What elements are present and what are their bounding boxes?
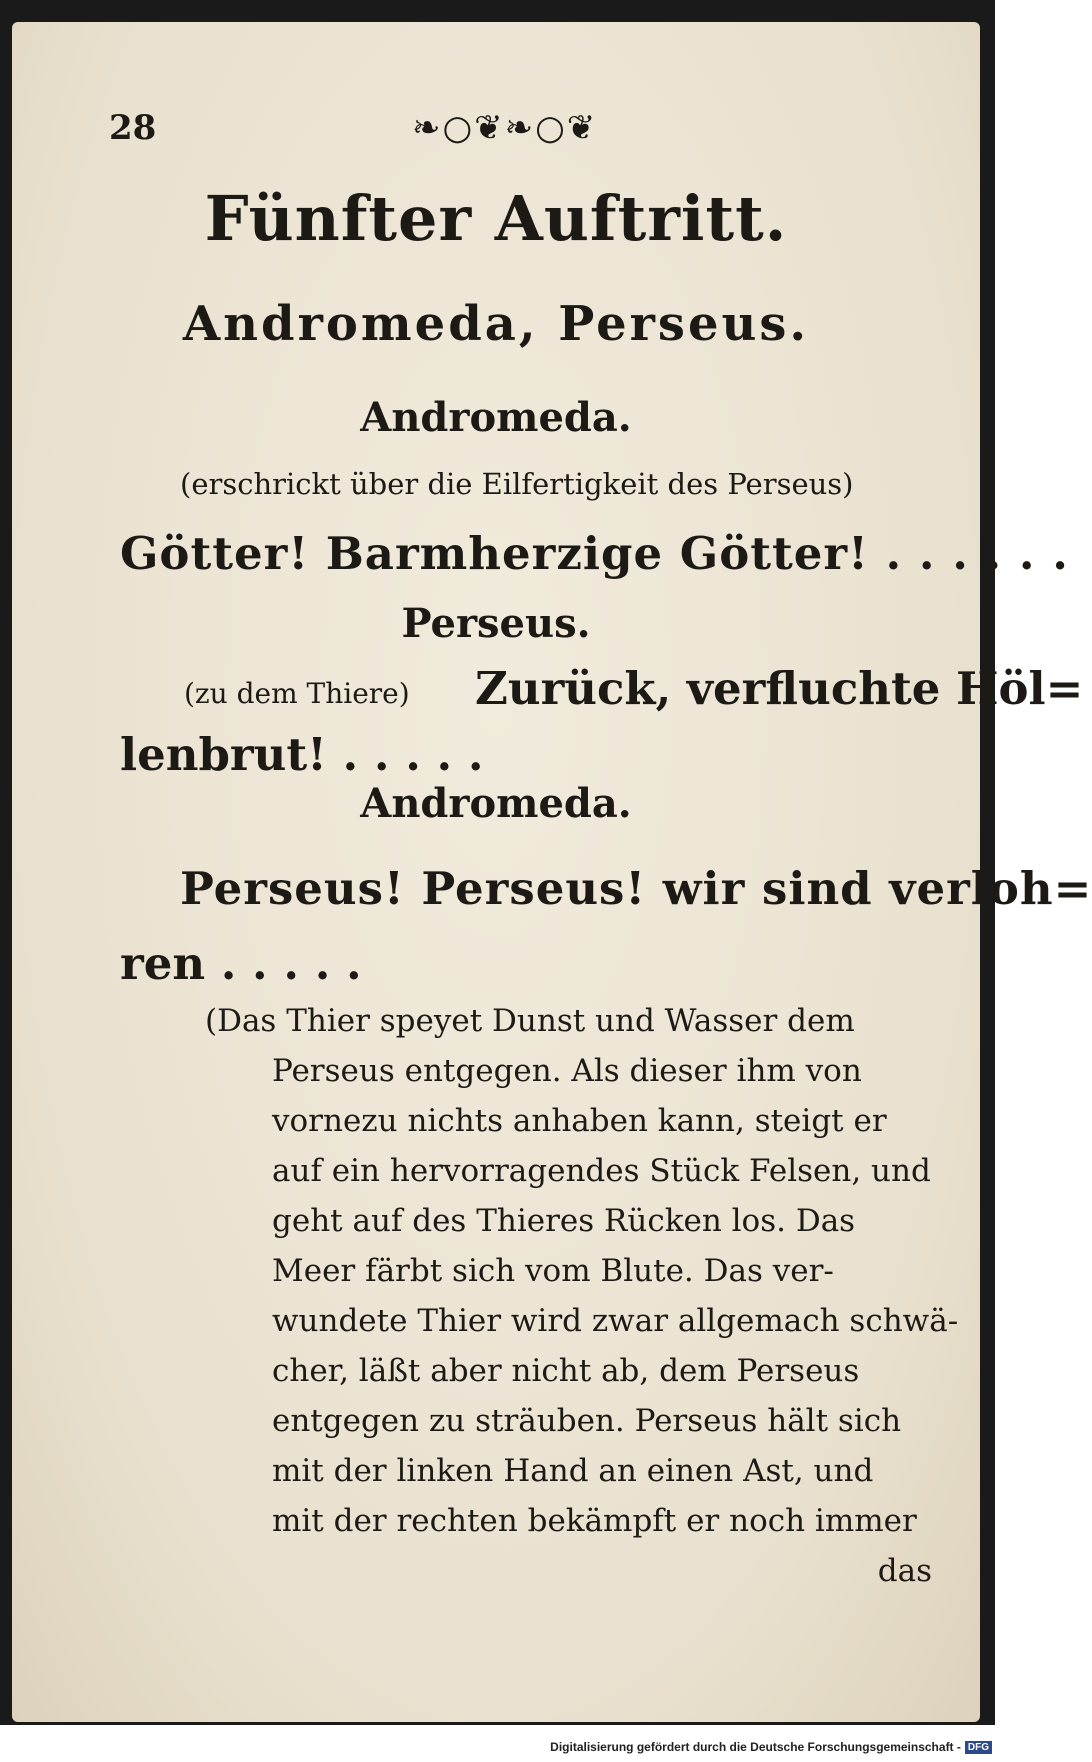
stage-direction-line: vornezu nichts anhaben kann, steigt er: [272, 1103, 887, 1139]
stage-direction-line: wundete Thier wird zwar allgemach schwä-: [272, 1303, 959, 1339]
stage-direction-line: entgegen zu sträuben. Perseus hält sich: [272, 1403, 902, 1439]
speech-line: ren . . . . .: [120, 937, 362, 990]
stage-direction-line: mit der linken Hand an einen Ast, und: [272, 1453, 874, 1489]
page-number: 28: [109, 108, 157, 148]
scene-title: Fünfter Auftritt.: [204, 182, 788, 255]
stage-direction-line: mit der rechten bekämpft er noch immer: [272, 1503, 917, 1539]
speaker-perseus: Perseus.: [401, 600, 591, 647]
stage-direction-line: cher, läßt aber nicht ab, dem Perseus: [272, 1353, 860, 1389]
speech-line: Perseus! Perseus! wir sind verloh=: [180, 862, 1092, 915]
stage-direction-line: Meer färbt sich vom Blute. Das ver-: [272, 1253, 834, 1289]
stage-direction-inline: (erschrickt über die Eilfertigkeit des Perseus): [180, 467, 854, 501]
credit-text: Digitalisierung gefördert durch die Deutsche Forschungsgemeinschaft -: [550, 1740, 961, 1754]
ornament-divider: ❧○❦❧○❦: [412, 108, 598, 148]
book-page: [12, 22, 1092, 1722]
speaker-andromeda: Andromeda.: [360, 780, 632, 827]
stage-direction-line: auf ein hervorragendes Stück Felsen, und: [272, 1153, 931, 1189]
speech-line: Götter! Barmherzige Götter! . . . . . .: [120, 527, 1069, 580]
speech-line: lenbrut! . . . . .: [120, 728, 484, 781]
speaker-andromeda: Andromeda.: [360, 394, 632, 441]
stage-direction-line: (Das Thier speyet Dunst und Wasser dem: [205, 1003, 855, 1039]
speech-line: Zurück, verfluchte Höl=: [475, 662, 1084, 715]
stage-direction-line: Perseus entgegen. Als dieser ihm von: [272, 1053, 862, 1089]
cast-list: Andromeda, Perseus.: [182, 296, 810, 352]
stage-direction-line: geht auf des Thieres Rücken los. Das: [272, 1203, 856, 1239]
catchword: das: [877, 1553, 932, 1589]
digitization-credit: [550, 1740, 992, 1754]
stage-direction-inline: (zu dem Thiere): [184, 677, 410, 710]
dfg-logo: DFG: [965, 1741, 992, 1754]
